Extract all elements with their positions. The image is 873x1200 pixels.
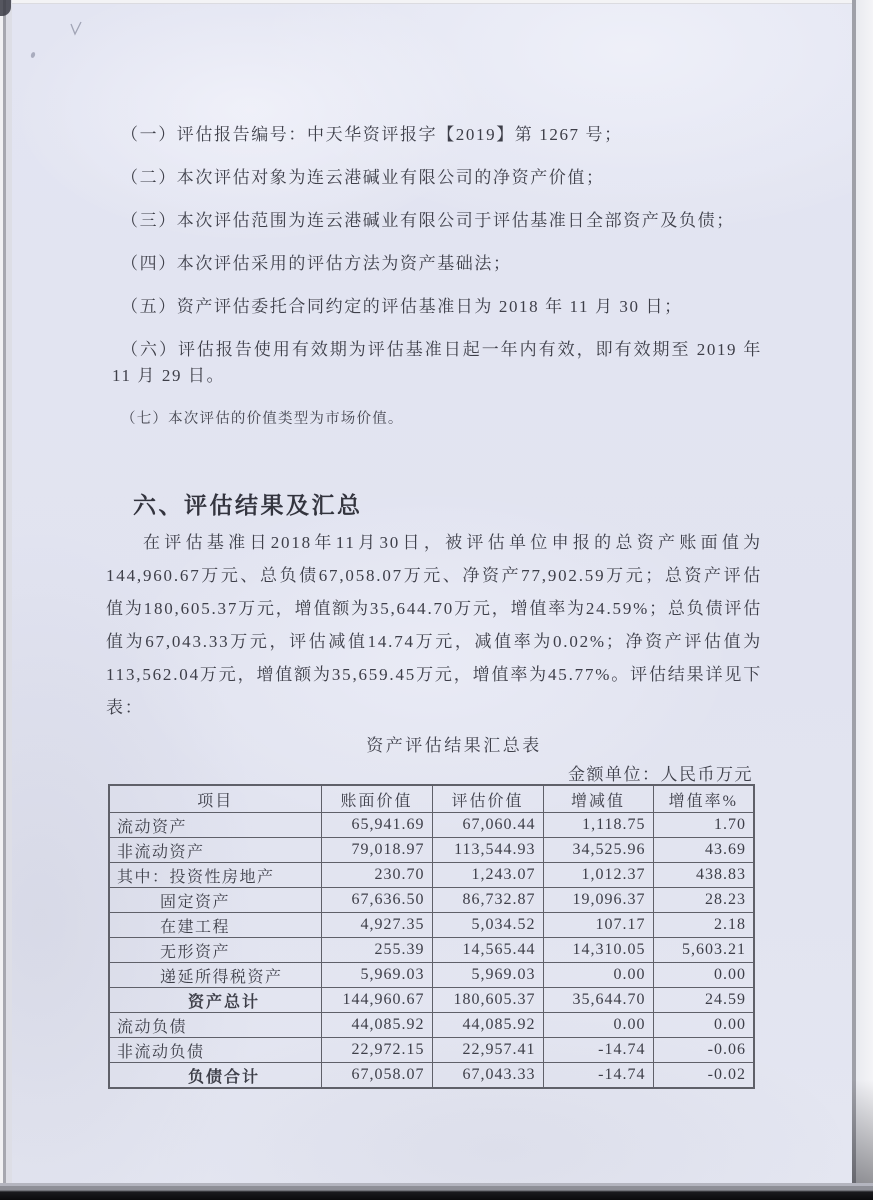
row-value: 230.70 [321, 863, 432, 888]
section-heading: 六、评估结果及汇总 [133, 493, 363, 518]
row-value: 24.59 [653, 988, 754, 1013]
row-value: 438.83 [653, 863, 754, 888]
numbered-item: （四）本次评估采用的评估方法为资产基础法； [121, 254, 512, 273]
row-value: 28.23 [653, 888, 754, 913]
numbered-item: （五）资产评估委托合同约定的评估基准日为 2018 年 11 月 30 日； [121, 297, 683, 316]
row-value: 107.17 [543, 913, 653, 938]
row-value: 44,085.92 [432, 1013, 543, 1038]
row-label: 非流动资产 [109, 838, 321, 863]
summary-table-body [109, 813, 754, 1089]
row-value: 67,060.44 [432, 813, 543, 838]
row-value: 1.70 [653, 813, 754, 838]
unit-note: 金额单位：人民币万元 [568, 765, 753, 784]
scan-edge-left-white [0, 0, 3, 1200]
row-value: 1,118.75 [543, 813, 653, 838]
row-value: 255.39 [321, 938, 432, 963]
scan-edge-left-line [3, 0, 6, 1200]
column-header: 增减值 [543, 785, 653, 813]
pencil-check-mark [68, 20, 83, 37]
row-value: 22,957.41 [432, 1038, 543, 1063]
row-value: 144,960.67 [321, 988, 432, 1013]
table-row [109, 863, 754, 888]
row-label: 无形资产 [109, 938, 321, 963]
table-row [109, 1038, 754, 1063]
row-value: 1,243.07 [432, 863, 543, 888]
row-value: 79,018.97 [321, 838, 432, 863]
column-header: 评估价值 [432, 785, 543, 813]
numbered-item: （六）评估报告使用有效期为评估基准日起一年内有效，即有效期至 2019 年 11 月 29 日。 [112, 340, 762, 385]
table-row [109, 888, 754, 913]
row-value: -0.06 [653, 1038, 754, 1063]
summary-paragraph: 在评估基准日2018年11月30日，被评估单位申报的总资产账面值为144,960.67万元、总负债67,058.07万元、净资产77,902.59万元；总资产评估值为180,605.37万元，增值额为35,644.70万元，增值率为24.59%；总负债评估值为67,043.33万元，评估减值14.74万元，减值率为0.02%；净资产评估值为113,562.04万元，增值额为35,659.45万元，增值率为45.77%。评估结果详见下表： [106, 533, 762, 717]
table-row [109, 1063, 754, 1089]
column-header: 项目 [109, 785, 321, 813]
numbered-item: （七）本次评估的价值类型为市场价值。 [121, 411, 404, 427]
row-value: 0.00 [653, 1013, 754, 1038]
row-value: 22,972.15 [321, 1038, 432, 1063]
row-value: 0.00 [543, 1013, 653, 1038]
scan-edge-left [6, 0, 12, 1200]
numbered-items [112, 122, 762, 449]
table-row [109, 813, 754, 838]
summary-table-head [109, 785, 754, 813]
row-value: 4,927.35 [321, 913, 432, 938]
row-label: 流动负债 [109, 1013, 321, 1038]
row-value: -14.74 [543, 1038, 653, 1063]
row-value: 44,085.92 [321, 1013, 432, 1038]
table-row [109, 913, 754, 938]
row-value: 5,603.21 [653, 938, 754, 963]
row-value: 2.18 [653, 913, 754, 938]
row-value: 67,043.33 [432, 1063, 543, 1089]
page-content [106, 0, 762, 1200]
table-row [109, 938, 754, 963]
row-value: 0.00 [653, 963, 754, 988]
row-value: 1,012.37 [543, 863, 653, 888]
row-value: 14,565.44 [432, 938, 543, 963]
table-row [109, 988, 754, 1013]
scan-edge-top [0, 0, 873, 4]
row-label: 非流动负债 [109, 1038, 321, 1063]
row-label: 递延所得税资产 [109, 963, 321, 988]
numbered-item: （二）本次评估对象为连云港碱业有限公司的净资产价值； [121, 168, 605, 187]
row-value: 35,644.70 [543, 988, 653, 1013]
column-header: 账面价值 [321, 785, 432, 813]
scan-edge-right [852, 0, 873, 1200]
row-value: 19,096.37 [543, 888, 653, 913]
numbered-item: （一）评估报告编号：中天华资评报字【2019】第 1267 号； [121, 125, 623, 144]
row-value: -14.74 [543, 1063, 653, 1089]
row-value: 67,058.07 [321, 1063, 432, 1089]
row-label: 在建工程 [109, 913, 321, 938]
row-value: 34,525.96 [543, 838, 653, 863]
row-value: 43.69 [653, 838, 754, 863]
numbered-item: （三）本次评估范围为连云港碱业有限公司于评估基准日全部资产及负债； [121, 211, 735, 230]
row-value: 65,941.69 [321, 813, 432, 838]
column-header: 增值率% [653, 785, 754, 813]
row-label: 负债合计 [109, 1063, 321, 1089]
row-value: 5,969.03 [432, 963, 543, 988]
scan-edge-bottom [0, 1183, 873, 1200]
row-label: 固定资产 [109, 888, 321, 913]
row-value: -0.02 [653, 1063, 754, 1089]
row-label: 资产总计 [109, 988, 321, 1013]
row-value: 14,310.05 [543, 938, 653, 963]
row-value: 5,969.03 [321, 963, 432, 988]
header-row [109, 785, 754, 813]
table-title: 资产评估结果汇总表 [366, 736, 542, 755]
table-row [109, 838, 754, 863]
row-value: 0.00 [543, 963, 653, 988]
paper-speck [30, 51, 36, 58]
row-label: 流动资产 [109, 813, 321, 838]
row-value: 67,636.50 [321, 888, 432, 913]
row-value: 180,605.37 [432, 988, 543, 1013]
table-row [109, 1013, 754, 1038]
row-label: 其中：投资性房地产 [109, 863, 321, 888]
row-value: 86,732.87 [432, 888, 543, 913]
summary-table [108, 784, 755, 1089]
row-value: 5,034.52 [432, 913, 543, 938]
table-row [109, 963, 754, 988]
row-value: 113,544.93 [432, 838, 543, 863]
